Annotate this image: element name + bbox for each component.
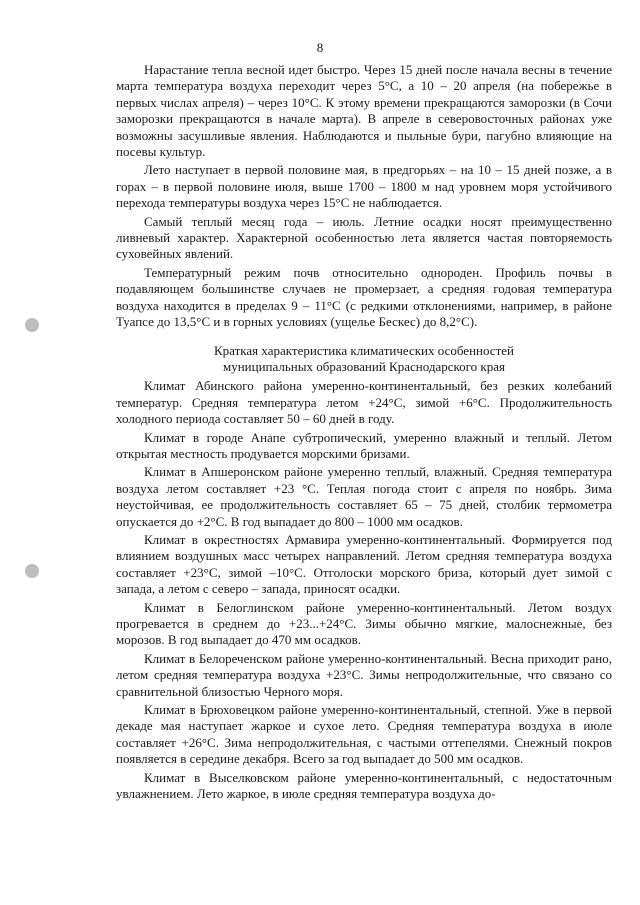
paragraph-soil: Температурный режим почв относительно однороден. Профиль почвы в подавляющем большинстве случаев не промерзает, а средняя годовая температура воздуха находится в пределах 9 – 11°С (с редкими отклонениями, например, в районе Туапсе до 13,5°С и в горных условиях (ущелье Бескес) до 8,2°С).: [116, 264, 612, 330]
paragraph-spring: Нарастание тепла весной идет быстро. Через 15 дней после начала весны в течение марта температура воздуха переходит через 5°С, а 10 – 20 апреля (на побережье в первых числах апреля) – через 10°С. К этому времени прекращаются заморозки (в Сочи заморозки прекращаются в начале марта). В апреле в северовосточных районах уже возможны засушливые явления. Наблюдаются и пыльные бури, пагубно влияющие на посевы культур.: [116, 62, 612, 160]
punch-hole: [25, 318, 39, 332]
paragraph-bryukhovetsky: Климат в Брюховецком районе умеренно-континентальный, степной. Уже в первой декаде мая наступает жаркое и сухое лето. Средняя температура воздуха в июле составляет +26°С. Зима непродолжительная, с частыми оттепелями. Снежный покров появляется в середине декабря. Всего за год выпадает до 500 мм осадков.: [116, 702, 612, 767]
document-body: [116, 62, 612, 804]
paragraph-abinsk: Климат Абинского района умеренно-континентальный, без резких колебаний температур. Средняя температура летом +24°С, зимой +6°С. Продолжительность холодного периода составляет 50 – 60 дней в году.: [116, 378, 612, 427]
paragraph-summer: Лето наступает в первой половине мая, в предгорьях – на 10 – 15 дней позже, а в горах – в первой половине июля, выше 1700 – 1800 м над уровнем моря устойчивого перехода температуры воздуха через 15°С не наблюдается.: [116, 162, 612, 211]
paragraph-armavir: Климат в окрестностях Армавира умеренно-континентальный. Формируется под влиянием воздушных масс четырех направлений. Летом средняя температура воздуха составляет +23°С, зимой –10°С. Отголоски морского бриза, который дует зимой с запада, а летом с северо – запада, приносят осадки.: [116, 531, 612, 597]
paragraph-vyselkovsky: Климат в Выселковском районе умеренно-континентальный, с недостаточным увлажнением. Лето жаркое, в июле средняя температура воздуха до-: [116, 769, 612, 802]
paragraph-apsheronsk: Климат в Апшеронском районе умеренно теплый, влажный. Средняя температура воздуха летом составляет +23 °С. Теплая погода стоит с апреля по ноябрь. Зима неустойчивая, ее продолжительность составляет 65 – 75 дней, столбик термометра опускается до +2°С. В год выпадает до 800 – 1000 мм осадков.: [116, 464, 612, 529]
section-title-line-1: Краткая характеристика климатических особенностей: [214, 342, 514, 358]
paragraph-beloglinsky: Климат в Белоглинском районе умеренно-континентальный. Летом воздух прогревается в среднем до +23...+24°С. Зимы обычно мягкие, малоснежные, без морозов. В год выпадает до 470 мм осадков.: [116, 599, 612, 648]
paragraph-july: Самый теплый месяц года – июль. Летние осадки носят преимущественно ливневый характер. Характерной особенностью лета является частая повторяемость суховейных явлений.: [116, 213, 612, 262]
section-title: [116, 343, 612, 376]
punch-hole: [25, 564, 39, 578]
paragraph-anapa: Климат в городе Анапе субтропический, умеренно влажный и теплый. Летом открытая местность продувается морскими бризами.: [116, 429, 612, 461]
section-title-line-2: муниципальных образований Краснодарского края: [223, 358, 505, 374]
page-number: 8: [316, 40, 324, 55]
paragraph-belorechensky: Климат в Белореченском районе умеренно-континентальный. Весна приходит рано, летом средняя температура воздуха +23°С. Зимы непродолжительные, что связано со сравнительной близостью Черного моря.: [116, 650, 612, 699]
